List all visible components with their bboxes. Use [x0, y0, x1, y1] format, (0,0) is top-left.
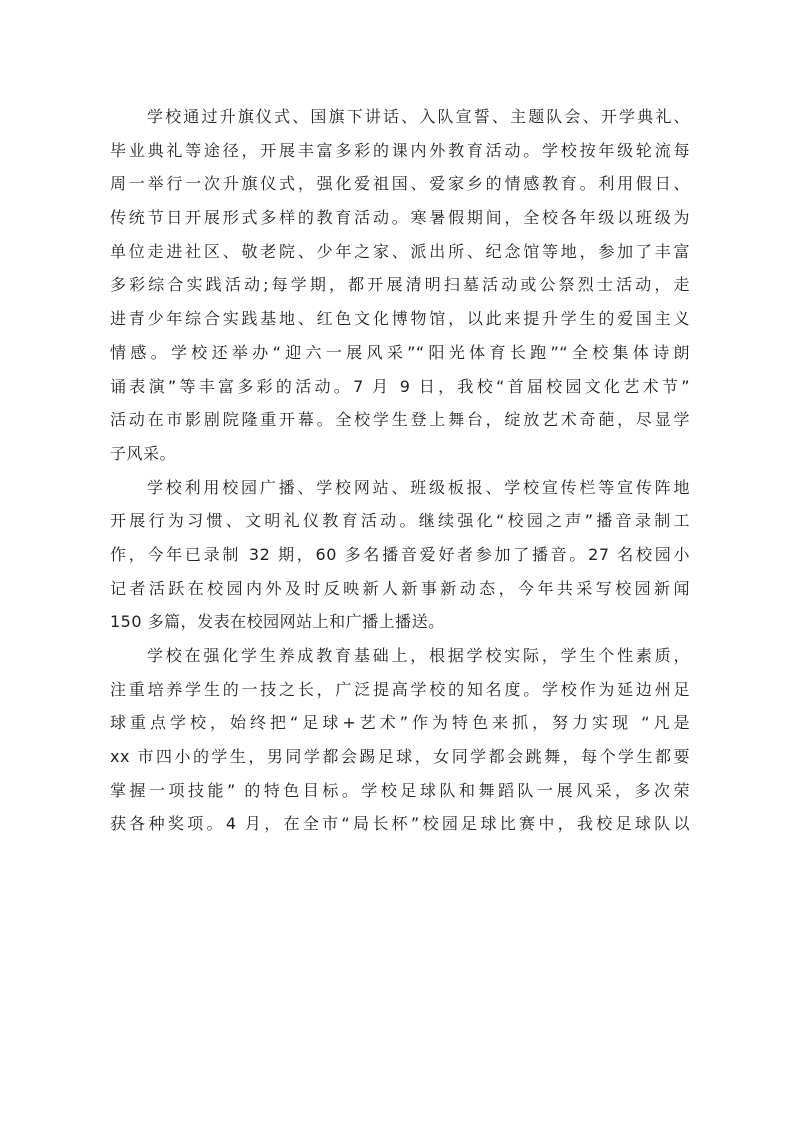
text-line: 进青少年综合实践基地、红色文化博物馆，以此来提升学生的爱国主义 [110, 309, 690, 329]
paragraph-1 [110, 100, 690, 471]
text-line: 传统节日开展形式多样的教育活动。寒暑假期间，全校各年级以班级为 [110, 208, 690, 228]
text-line: 学校在强化学生养成教育基础上，根据学校实际，学生个性素质， [147, 646, 690, 665]
text-line: 获各种奖项。4 月，在全市“局长杯”校园足球比赛中，我校足球队以 [110, 814, 690, 834]
text-line: 子风采。 [110, 443, 177, 463]
text-line: 作，今年已录制 32 期，60 多名播音爱好者参加了播音。27 名校园小 [110, 544, 690, 564]
text-line: 毕业典礼等途径，开展丰富多彩的课内外教育活动。学校按年级轮流每 [110, 140, 690, 160]
paragraph-2 [110, 471, 690, 639]
text-line: 周一举行一次升旗仪式，强化爱祖国、爱家乡的情感教育。利用假日、 [110, 174, 690, 194]
text-line: 记者活跃在校园内外及时反映新人新事新动态，今年共采写校园新闻 [110, 578, 690, 598]
text-line: 学校利用校园广播、学校网站、班级板报、学校宣传栏等宣传阵地 [147, 477, 690, 497]
text-line: 球重点学校，始终把“足球+艺术”作为特色来抓，努力实现 “凡是 [110, 713, 690, 733]
text-line: 开展行为习惯、文明礼仪教育活动。继续强化“校园之声”播音录制工 [110, 511, 690, 531]
text-line: 多彩综合实践活动;每学期，都开展清明扫墓活动或公祭烈士活动，走 [110, 275, 690, 295]
text-line: 诵表演”等丰富多彩的活动。7 月 9 日，我校“首届校园文化艺术节” [110, 376, 690, 396]
document-body [110, 100, 690, 841]
paragraph-3 [110, 639, 690, 841]
text-line: 掌握一项技能” 的特色目标。学校足球队和舞蹈队一展风采，多次荣 [110, 780, 690, 800]
text-line: 活动在市影剧院隆重开幕。全校学生登上舞台，绽放艺术奇葩，尽显学 [110, 410, 690, 430]
text-line: 注重培养学生的一技之长，广泛提高学校的知名度。学校作为延边州足 [110, 679, 690, 699]
text-line: xx 市四小的学生，男同学都会踢足球，女同学都会跳舞，每个学生都要 [110, 747, 690, 767]
text-line: 学校通过升旗仪式、国旗下讲话、入队宣誓、主题队会、开学典礼、 [147, 107, 690, 126]
text-line: 150 多篇，发表在校园网站上和广播上播送。 [110, 612, 445, 632]
text-line: 单位走进社区、敬老院、少年之家、派出所、纪念馆等地，参加了丰富 [110, 241, 690, 261]
text-line: 情感。学校还举办“迎六一展风采”“阳光体育长跑”“全校集体诗朗 [110, 342, 690, 362]
